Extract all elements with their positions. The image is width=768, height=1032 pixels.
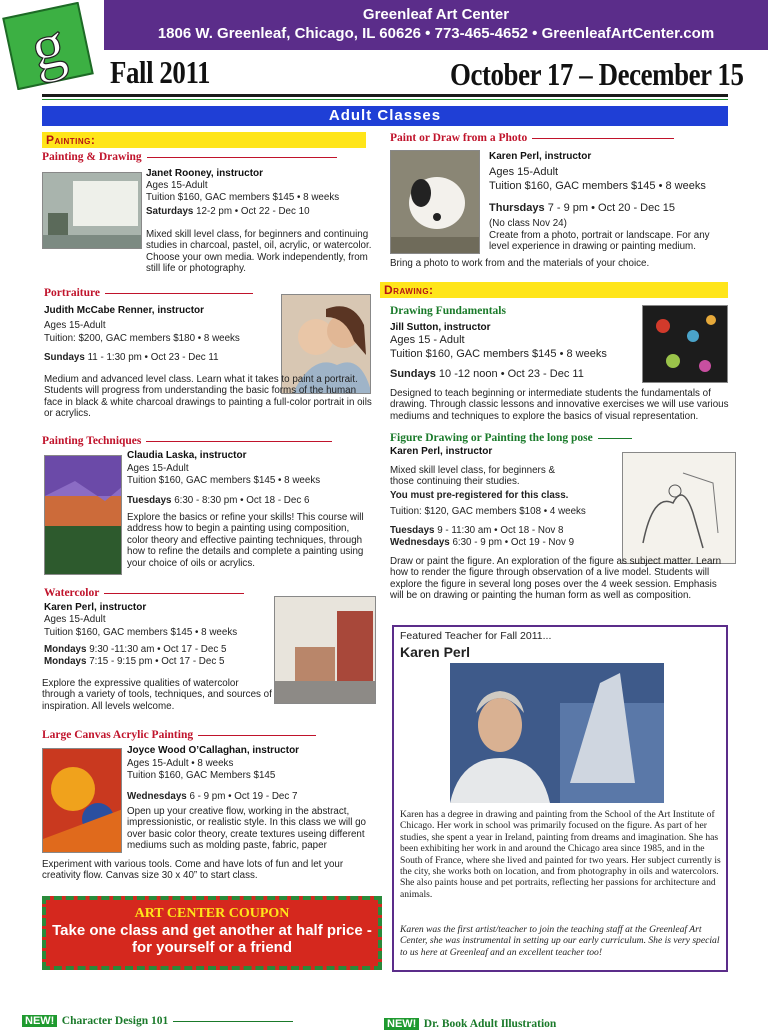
season-title: Fall 2011: [110, 54, 211, 90]
class-title: Large Canvas Acrylic Painting: [42, 729, 316, 741]
coupon-title: ART CENTER COUPON: [134, 906, 290, 921]
new-badge: NEW!: [384, 1018, 419, 1030]
center-name: Greenleaf Art Center: [362, 6, 510, 23]
ages: Ages 15-Adult: [489, 166, 559, 178]
tuition: Tuition $160, GAC members $145 • 8 weeks: [127, 475, 321, 486]
description: Mixed skill level class, for beginners & those continuing their studies.: [390, 465, 555, 488]
schedule: 11 - 1:30 pm • Oct 23 - Dec 11: [84, 352, 219, 363]
instructor: Janet Rooney, instructor: [146, 168, 264, 179]
class-title: Dr. Book Adult Illustration: [423, 1018, 557, 1030]
class-title: Paint or Draw from a Photo: [390, 132, 674, 144]
featured-note: Karen was the first artist/teacher to join the teaching staff at the Greenleaf Art Center, she was instrumental in setting up our early curriculum. She is very special to us here at Greenleaf and an excellent teacher too!: [400, 924, 720, 958]
note: (No class Nov 24): [489, 218, 567, 229]
day: Sundays: [44, 352, 85, 363]
featured-teacher-photo: [450, 663, 664, 803]
featured-label: Featured Teacher for Fall 2011...: [400, 630, 552, 642]
description: Draw or paint the figure. An exploration of the figure as subject matter. Learn how to render the figure through observation of a live model. Students will explore the figure in several long poses over the 4 week session. Emphasis will be on drawing or painting the human form as well as composition.: [390, 556, 722, 602]
divider: [42, 94, 728, 97]
tuition: Tuition $160, GAC members $145 • 8 weeks: [146, 192, 340, 203]
featured-teacher-box: [392, 625, 728, 972]
day: Tuesdays: [390, 525, 435, 536]
schedule: 6:30 - 8:30 pm • Oct 18 - Dec 6: [171, 495, 310, 506]
schedule: 9:30 -11:30 am • Oct 17 - Dec 5: [86, 644, 227, 655]
painting-techniques-image: [44, 455, 122, 575]
divider: [42, 99, 728, 100]
tuition: Tuition $160, GAC members $145 • 8 weeks: [44, 627, 238, 638]
header-bar: [104, 0, 768, 50]
new-badge: NEW!: [22, 1015, 57, 1027]
day: Saturdays: [146, 206, 194, 217]
day: Mondays: [44, 656, 87, 667]
featured-bio: Karen has a degree in drawing and painting from the School of the Art Institute of Chicago. Her work in school was primarily focused on the figure. As part of her studies, she spent a year in Ireland, painting from dreams and imagination. She has been exhibiting her work in and around the Chicago area since 1985, and in the South of France, where she lived and painted for two years. Her subject currently is the city, she works both on location, and from photography in oils and watercolors. She also paints house and pet portraits, reflecting her passions for architecture and animals.: [400, 809, 721, 900]
instructor: Claudia Laska, instructor: [127, 450, 247, 461]
ages: Ages 15 - Adult: [390, 334, 465, 346]
schedule: 7:15 - 9:15 pm • Oct 17 - Dec 5: [86, 656, 225, 667]
watercolor-image: [274, 596, 376, 704]
class-title: Watercolor: [44, 587, 244, 599]
class-title: Character Design 101: [61, 1015, 169, 1027]
greenleaf-logo: [2, 2, 94, 90]
tuition: Tuition $160, GAC Members $145: [127, 770, 276, 781]
section-banner: Adult Classes: [42, 106, 728, 126]
class-title: Portraiture: [44, 287, 253, 299]
instructor: Karen Perl, instructor: [489, 151, 592, 162]
day: Mondays: [44, 644, 87, 655]
description: Create from a photo, portrait or landscape. For any level experience in drawing or painting medium.: [489, 230, 710, 253]
painting-heading: Painting:: [42, 132, 366, 148]
tuition: Tuition $160, GAC members $145 • 8 weeks: [390, 348, 607, 360]
schedule: 12-2 pm • Oct 22 - Dec 10: [193, 206, 310, 217]
tuition: Tuition $160, GAC members $145 • 8 weeks: [489, 180, 706, 192]
schedule: 9 - 11:30 am • Oct 18 - Nov 8: [434, 525, 564, 536]
footer-left: [22, 1011, 293, 1029]
ages: Ages 15-Adult: [44, 320, 106, 331]
coupon-text: Take one class and get another at half price - for yourself or a friend: [52, 922, 372, 956]
description: Explore the basics or refine your skills! This course will address how to begin a painting using composition, color theory and effective painting techniques, through how to refine the details and complete a painting using your choice of oils or acrylics.: [127, 512, 364, 569]
schedule: 6:30 - 9 pm • Oct 19 - Nov 9: [449, 537, 575, 548]
instructor: Judith McCabe Renner, instructor: [44, 305, 205, 316]
drawing-heading: Drawing:: [380, 282, 728, 298]
note: You must pre-registered for this class.: [390, 490, 569, 501]
tuition: Tuition: $120, GAC members $108 • 4 weeks: [390, 506, 586, 517]
description: Open up your creative flow, working in the abstract, impressionistic, or realistic style. In this class we will go over basic color theory, create textures useing different mediums such as molding paste, fabric, paper: [127, 806, 367, 852]
day: Wednesdays: [127, 791, 187, 802]
instructor: Karen Perl, instructor: [390, 446, 493, 457]
center-contact: 1806 W. Greenleaf, Chicago, IL 60626 • 773-465-4652 • GreenleafArtCenter.com: [157, 25, 715, 42]
description: Medium and advanced level class. Learn what it takes to paint a portrait. Students will progress from understanding the basic forms of the human face in black & white charcoal drawings to painting a full-color portrait in oils or acrylics.: [44, 374, 372, 420]
painting-drawing-image: [42, 172, 142, 249]
large-canvas-image: [42, 748, 122, 853]
schedule: 6 - 9 pm • Oct 19 - Dec 7: [186, 791, 298, 802]
class-title: Figure Drawing or Painting the long pose: [390, 432, 632, 444]
description: Bring a photo to work from and the materials of your choice.: [390, 258, 650, 269]
figure-drawing-image: [622, 452, 736, 564]
footer-right: [384, 1014, 556, 1032]
class-title: Painting Techniques: [42, 435, 332, 447]
schedule: 10 -12 noon • Oct 23 - Dec 11: [435, 368, 584, 380]
tuition: Tuition: $200, GAC members $180 • 8 weeks: [44, 333, 240, 344]
dog-photo-image: [390, 150, 480, 254]
instructor: Jill Sutton, instructor: [390, 322, 491, 333]
day: Sundays: [390, 368, 436, 380]
description: Explore the expressive qualities of watercolor through a variety of tools, techniques, and sources of inspiration. All levels welcome.: [42, 678, 272, 712]
session-dates: October 17 – December 15: [450, 56, 744, 92]
ages: Ages 15-Adult: [44, 614, 106, 625]
class-title: Painting & Drawing: [42, 151, 337, 163]
day: Wednesdays: [390, 537, 450, 548]
description: Experiment with various tools. Come and have lots of fun and let your creativity flow. Canvas size 30 x 40” to start class.: [42, 859, 344, 882]
schedule: 7 - 9 pm • Oct 20 - Dec 15: [544, 202, 676, 214]
description: Mixed skill level class, for beginners and continuing studies in charcoal, pastel, oil, acrylic, or watercolor. Choose your own media. Work independently, from still life or photography.: [146, 229, 372, 275]
logo-letter: g: [24, 7, 72, 86]
description: Designed to teach beginning or intermediate students the fundamentals of drawing. Through classic lessons and innovative exercises we will use various mediums and techniques to explore the basics of visual representation.: [390, 388, 729, 422]
ages: Ages 15-Adult: [146, 180, 208, 191]
ages: Ages 15-Adult: [127, 463, 189, 474]
day: Tuesdays: [127, 495, 172, 506]
instructor: Karen Perl, instructor: [44, 602, 147, 613]
ages: Ages 15-Adult • 8 weeks: [127, 758, 234, 769]
day: Thursdays: [489, 202, 545, 214]
coupon: [42, 896, 382, 970]
class-title: Drawing Fundamentals: [390, 305, 506, 317]
drawing-fundamentals-image: [642, 305, 728, 383]
instructor: Joyce Wood O’Callaghan, instructor: [127, 745, 300, 756]
featured-name: Karen Perl: [400, 644, 471, 660]
